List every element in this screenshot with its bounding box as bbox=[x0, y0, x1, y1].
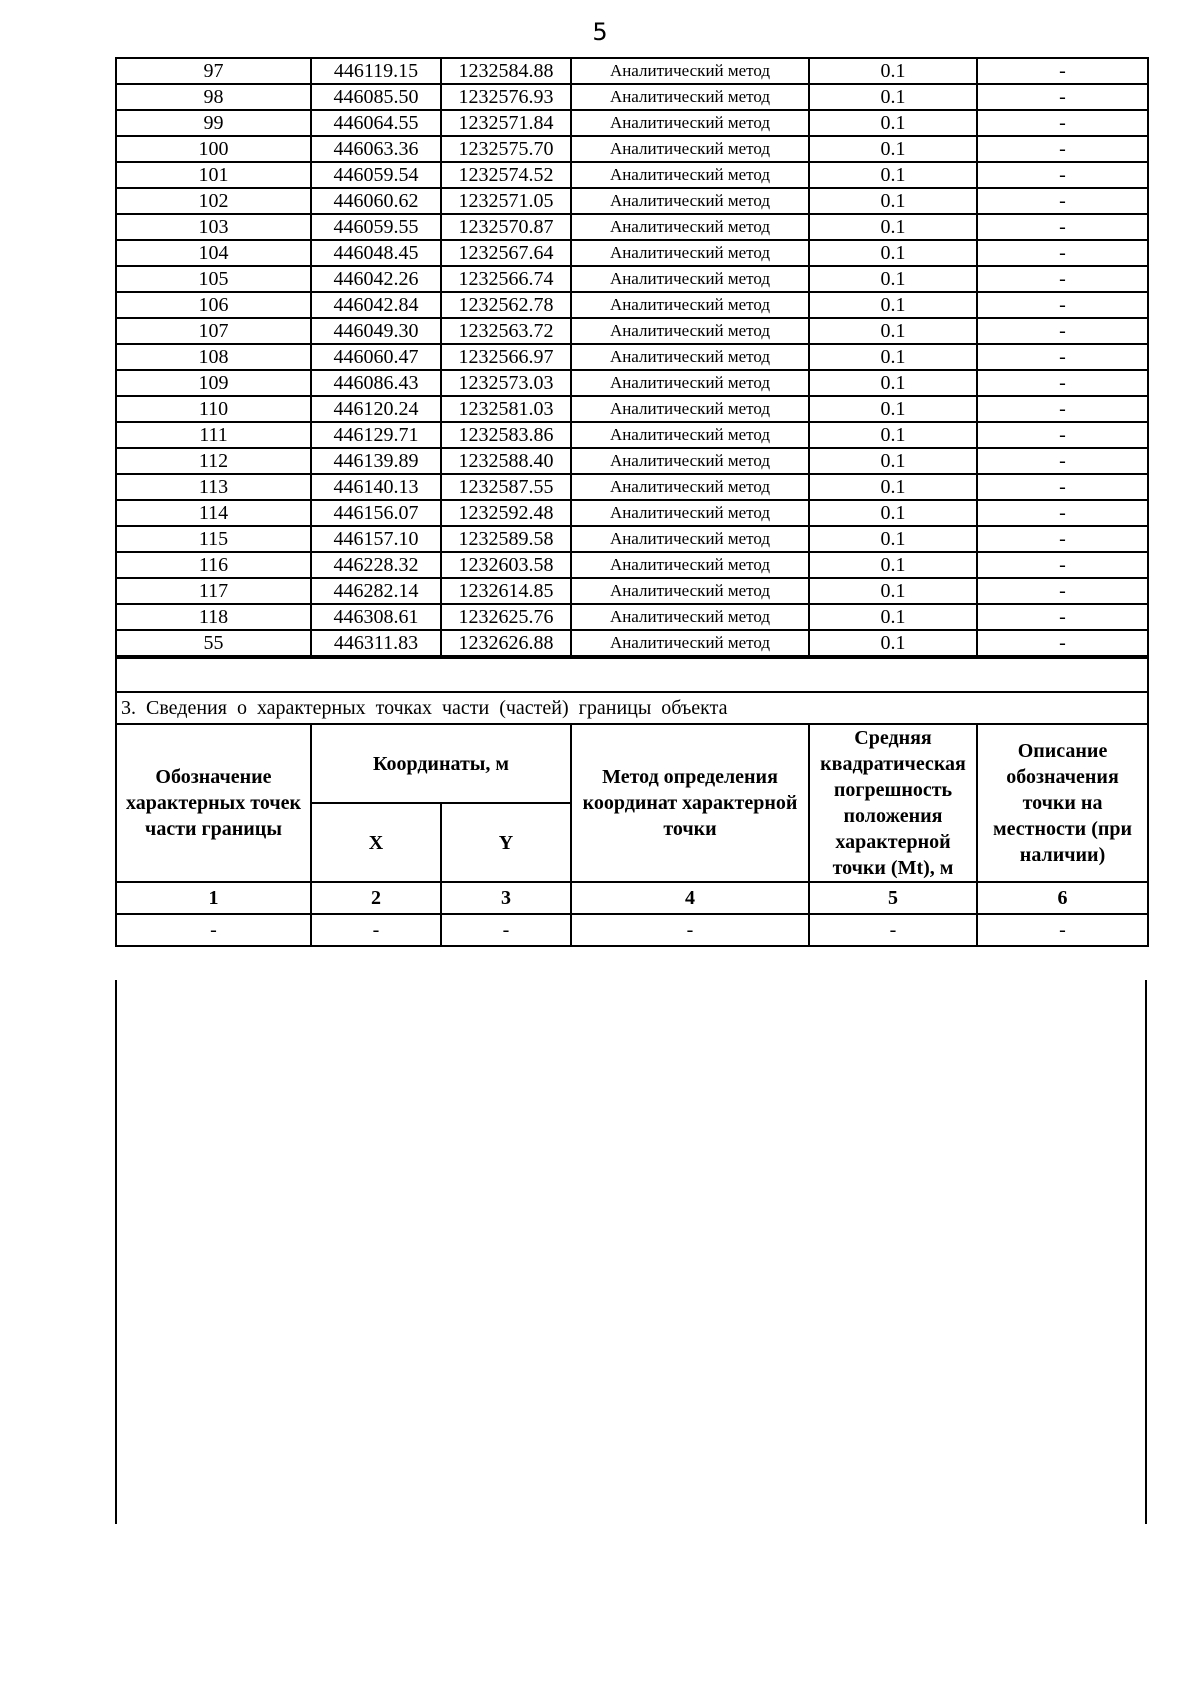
method-cell: Аналитический метод bbox=[571, 136, 809, 162]
header-row-1 bbox=[116, 724, 1148, 803]
x-cell: 446085.50 bbox=[311, 84, 441, 110]
mt-cell: 0.1 bbox=[809, 422, 977, 448]
point-id-cell: 104 bbox=[116, 240, 311, 266]
y-cell: 1232576.93 bbox=[441, 84, 571, 110]
section-title: 3. Сведения о характерных точках части (частей) границы объекта bbox=[116, 692, 1148, 724]
y-cell: 1232567.64 bbox=[441, 240, 571, 266]
y-cell: 1232571.05 bbox=[441, 188, 571, 214]
point-id-cell: 101 bbox=[116, 162, 311, 188]
desc-cell: - bbox=[977, 58, 1148, 84]
blank-cell bbox=[116, 658, 1148, 692]
table-row bbox=[116, 344, 1148, 370]
point-id-cell: 109 bbox=[116, 370, 311, 396]
mt-cell: 0.1 bbox=[809, 292, 977, 318]
y-cell: 1232563.72 bbox=[441, 318, 571, 344]
y-cell: 1232581.03 bbox=[441, 396, 571, 422]
table-row bbox=[116, 110, 1148, 136]
table-row bbox=[116, 370, 1148, 396]
header-mt: Средняя квадратическая погрешность положения характерной точки (Mt), м bbox=[809, 724, 977, 882]
x-cell: 446059.54 bbox=[311, 162, 441, 188]
mt-cell: 0.1 bbox=[809, 474, 977, 500]
mt-cell: 0.1 bbox=[809, 136, 977, 162]
y-cell: 1232583.86 bbox=[441, 422, 571, 448]
column-number: 2 bbox=[311, 882, 441, 914]
mt-cell: 0.1 bbox=[809, 214, 977, 240]
point-id-cell: 113 bbox=[116, 474, 311, 500]
column-number: 5 bbox=[809, 882, 977, 914]
desc-cell: - bbox=[977, 474, 1148, 500]
x-cell: 446042.26 bbox=[311, 266, 441, 292]
method-cell: Аналитический метод bbox=[571, 58, 809, 84]
table-row bbox=[116, 604, 1148, 630]
point-id-cell: 107 bbox=[116, 318, 311, 344]
x-cell: - bbox=[311, 914, 441, 946]
method-cell: Аналитический метод bbox=[571, 630, 809, 656]
method-cell: Аналитический метод bbox=[571, 552, 809, 578]
desc-cell: - bbox=[977, 448, 1148, 474]
y-cell: 1232589.58 bbox=[441, 526, 571, 552]
column-number: 4 bbox=[571, 882, 809, 914]
point-id-cell: 110 bbox=[116, 396, 311, 422]
y-cell: 1232625.76 bbox=[441, 604, 571, 630]
column-number: 1 bbox=[116, 882, 311, 914]
page-frame-continuation bbox=[115, 980, 1147, 1524]
points-table-body bbox=[116, 58, 1148, 656]
desc-cell: - bbox=[977, 266, 1148, 292]
x-cell: 446064.55 bbox=[311, 110, 441, 136]
mt-cell: 0.1 bbox=[809, 58, 977, 84]
designation-cell: - bbox=[116, 914, 311, 946]
x-cell: 446157.10 bbox=[311, 526, 441, 552]
desc-cell: - bbox=[977, 526, 1148, 552]
table-row bbox=[116, 422, 1148, 448]
method-cell: Аналитический метод bbox=[571, 578, 809, 604]
mt-cell: 0.1 bbox=[809, 500, 977, 526]
mt-cell: 0.1 bbox=[809, 266, 977, 292]
x-cell: 446228.32 bbox=[311, 552, 441, 578]
table-row bbox=[116, 630, 1148, 656]
header-coords: Координаты, м bbox=[311, 724, 571, 803]
point-id-cell: 97 bbox=[116, 58, 311, 84]
x-cell: 446308.61 bbox=[311, 604, 441, 630]
x-cell: 446139.89 bbox=[311, 448, 441, 474]
mt-cell: 0.1 bbox=[809, 526, 977, 552]
x-cell: 446060.47 bbox=[311, 344, 441, 370]
table-row bbox=[116, 292, 1148, 318]
header-desc: Описание обозначения точки на местности (при наличии) bbox=[977, 724, 1148, 882]
point-id-cell: 98 bbox=[116, 84, 311, 110]
desc-cell: - bbox=[977, 84, 1148, 110]
method-cell: Аналитический метод bbox=[571, 448, 809, 474]
header-x: X bbox=[311, 803, 441, 882]
point-id-cell: 118 bbox=[116, 604, 311, 630]
point-id-cell: 112 bbox=[116, 448, 311, 474]
x-cell: 446042.84 bbox=[311, 292, 441, 318]
y-cell: 1232588.40 bbox=[441, 448, 571, 474]
y-cell: 1232614.85 bbox=[441, 578, 571, 604]
desc-cell: - bbox=[977, 136, 1148, 162]
method-cell: Аналитический метод bbox=[571, 266, 809, 292]
table-row bbox=[116, 58, 1148, 84]
mt-cell: 0.1 bbox=[809, 188, 977, 214]
table-row bbox=[116, 500, 1148, 526]
method-cell: Аналитический метод bbox=[571, 292, 809, 318]
y-cell: 1232587.55 bbox=[441, 474, 571, 500]
section-title-row bbox=[116, 692, 1148, 724]
method-cell: Аналитический метод bbox=[571, 84, 809, 110]
x-cell: 446140.13 bbox=[311, 474, 441, 500]
desc-cell: - bbox=[977, 370, 1148, 396]
method-cell: Аналитический метод bbox=[571, 162, 809, 188]
point-id-cell: 116 bbox=[116, 552, 311, 578]
section3-table bbox=[115, 657, 1149, 947]
x-cell: 446129.71 bbox=[311, 422, 441, 448]
desc-cell: - bbox=[977, 396, 1148, 422]
point-id-cell: 55 bbox=[116, 630, 311, 656]
desc-cell: - bbox=[977, 552, 1148, 578]
y-cell: 1232584.88 bbox=[441, 58, 571, 84]
y-cell: 1232626.88 bbox=[441, 630, 571, 656]
desc-cell: - bbox=[977, 110, 1148, 136]
blank-row bbox=[116, 658, 1148, 692]
point-id-cell: 117 bbox=[116, 578, 311, 604]
desc-cell: - bbox=[977, 500, 1148, 526]
point-id-cell: 99 bbox=[116, 110, 311, 136]
column-number: 3 bbox=[441, 882, 571, 914]
table-row bbox=[116, 84, 1148, 110]
mt-cell: 0.1 bbox=[809, 318, 977, 344]
header-y: Y bbox=[441, 803, 571, 882]
table-row bbox=[116, 474, 1148, 500]
mt-cell: 0.1 bbox=[809, 344, 977, 370]
x-cell: 446060.62 bbox=[311, 188, 441, 214]
x-cell: 446311.83 bbox=[311, 630, 441, 656]
desc-cell: - bbox=[977, 422, 1148, 448]
y-cell: 1232562.78 bbox=[441, 292, 571, 318]
method-cell: Аналитический метод bbox=[571, 110, 809, 136]
mt-cell: 0.1 bbox=[809, 396, 977, 422]
desc-cell: - bbox=[977, 240, 1148, 266]
method-cell: Аналитический метод bbox=[571, 422, 809, 448]
method-cell: Аналитический метод bbox=[571, 526, 809, 552]
table-row bbox=[116, 188, 1148, 214]
mt-cell: 0.1 bbox=[809, 84, 977, 110]
point-id-cell: 105 bbox=[116, 266, 311, 292]
table-row bbox=[116, 214, 1148, 240]
y-cell: 1232566.74 bbox=[441, 266, 571, 292]
table-row bbox=[116, 240, 1148, 266]
y-cell: 1232592.48 bbox=[441, 500, 571, 526]
desc-cell: - bbox=[977, 214, 1148, 240]
method-cell: - bbox=[571, 914, 809, 946]
mt-cell: 0.1 bbox=[809, 240, 977, 266]
table-row bbox=[116, 266, 1148, 292]
mt-cell: 0.1 bbox=[809, 552, 977, 578]
desc-cell: - bbox=[977, 318, 1148, 344]
desc-cell: - bbox=[977, 578, 1148, 604]
desc-cell: - bbox=[977, 630, 1148, 656]
x-cell: 446156.07 bbox=[311, 500, 441, 526]
point-id-cell: 111 bbox=[116, 422, 311, 448]
x-cell: 446282.14 bbox=[311, 578, 441, 604]
y-cell: - bbox=[441, 914, 571, 946]
y-cell: 1232566.97 bbox=[441, 344, 571, 370]
y-cell: 1232573.03 bbox=[441, 370, 571, 396]
y-cell: 1232603.58 bbox=[441, 552, 571, 578]
desc-cell: - bbox=[977, 914, 1148, 946]
table-row bbox=[116, 526, 1148, 552]
table-row bbox=[116, 552, 1148, 578]
desc-cell: - bbox=[977, 344, 1148, 370]
method-cell: Аналитический метод bbox=[571, 240, 809, 266]
method-cell: Аналитический метод bbox=[571, 370, 809, 396]
document-tables bbox=[115, 57, 1147, 947]
method-cell: Аналитический метод bbox=[571, 474, 809, 500]
table-row bbox=[116, 162, 1148, 188]
x-cell: 446048.45 bbox=[311, 240, 441, 266]
header-designation: Обозначение характерных точек части границы bbox=[116, 724, 311, 882]
desc-cell: - bbox=[977, 292, 1148, 318]
table-row bbox=[116, 318, 1148, 344]
x-cell: 446086.43 bbox=[311, 370, 441, 396]
y-cell: 1232575.70 bbox=[441, 136, 571, 162]
method-cell: Аналитический метод bbox=[571, 188, 809, 214]
table-row bbox=[116, 448, 1148, 474]
column-numbers-row bbox=[116, 882, 1148, 914]
mt-cell: - bbox=[809, 914, 977, 946]
method-cell: Аналитический метод bbox=[571, 500, 809, 526]
x-cell: 446063.36 bbox=[311, 136, 441, 162]
table-row bbox=[116, 396, 1148, 422]
point-id-cell: 115 bbox=[116, 526, 311, 552]
mt-cell: 0.1 bbox=[809, 604, 977, 630]
table-row bbox=[116, 578, 1148, 604]
mt-cell: 0.1 bbox=[809, 110, 977, 136]
method-cell: Аналитический метод bbox=[571, 604, 809, 630]
mt-cell: 0.1 bbox=[809, 578, 977, 604]
x-cell: 446059.55 bbox=[311, 214, 441, 240]
y-cell: 1232571.84 bbox=[441, 110, 571, 136]
table-row bbox=[116, 136, 1148, 162]
y-cell: 1232574.52 bbox=[441, 162, 571, 188]
y-cell: 1232570.87 bbox=[441, 214, 571, 240]
mt-cell: 0.1 bbox=[809, 162, 977, 188]
desc-cell: - bbox=[977, 188, 1148, 214]
point-id-cell: 114 bbox=[116, 500, 311, 526]
mt-cell: 0.1 bbox=[809, 448, 977, 474]
page-number: 5 bbox=[592, 18, 608, 46]
point-id-cell: 100 bbox=[116, 136, 311, 162]
method-cell: Аналитический метод bbox=[571, 214, 809, 240]
x-cell: 446119.15 bbox=[311, 58, 441, 84]
column-number: 6 bbox=[977, 882, 1148, 914]
points-table bbox=[115, 57, 1149, 657]
header-method: Метод определения координат характерной точки bbox=[571, 724, 809, 882]
point-id-cell: 102 bbox=[116, 188, 311, 214]
method-cell: Аналитический метод bbox=[571, 318, 809, 344]
point-id-cell: 103 bbox=[116, 214, 311, 240]
x-cell: 446120.24 bbox=[311, 396, 441, 422]
point-id-cell: 106 bbox=[116, 292, 311, 318]
method-cell: Аналитический метод bbox=[571, 344, 809, 370]
desc-cell: - bbox=[977, 162, 1148, 188]
method-cell: Аналитический метод bbox=[571, 396, 809, 422]
table-row bbox=[116, 914, 1148, 946]
mt-cell: 0.1 bbox=[809, 370, 977, 396]
mt-cell: 0.1 bbox=[809, 630, 977, 656]
x-cell: 446049.30 bbox=[311, 318, 441, 344]
desc-cell: - bbox=[977, 604, 1148, 630]
point-id-cell: 108 bbox=[116, 344, 311, 370]
